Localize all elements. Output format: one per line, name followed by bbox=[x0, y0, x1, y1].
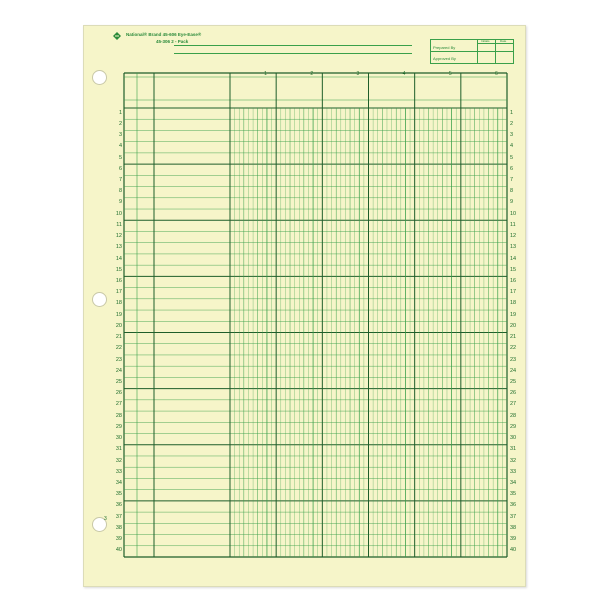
row-number-right: 3 bbox=[510, 132, 514, 139]
row-number-left: 34 bbox=[115, 480, 122, 487]
row-number-right: 37 bbox=[510, 513, 517, 520]
row-number-left: 12 bbox=[115, 233, 122, 240]
row-number-right: 1 bbox=[510, 109, 514, 116]
row-number-left: 16 bbox=[115, 277, 122, 284]
row-number-right: 27 bbox=[510, 401, 517, 408]
row-number-left: 38 bbox=[115, 524, 122, 531]
row-number-right: 17 bbox=[510, 289, 517, 296]
row-number-left: 7 bbox=[118, 176, 122, 183]
row-number-right: 13 bbox=[510, 244, 517, 251]
row-number-right: 11 bbox=[510, 221, 516, 228]
row-number-right: 2 bbox=[510, 120, 514, 127]
margin-mark: 3 bbox=[104, 516, 107, 522]
row-number-right: 19 bbox=[510, 311, 517, 318]
row-number-right: 26 bbox=[510, 390, 517, 397]
row-number-left: 11 bbox=[116, 221, 122, 228]
row-number-left: 2 bbox=[118, 120, 122, 127]
row-number-left: 24 bbox=[115, 367, 122, 374]
ledger-sheet bbox=[83, 25, 526, 587]
row-number-right: 10 bbox=[510, 210, 517, 217]
row-number-left: 31 bbox=[115, 446, 122, 453]
row-number-left: 27 bbox=[115, 401, 122, 408]
row-number-right: 33 bbox=[510, 468, 517, 475]
brand-subtitle: 45-306 2 - Pack bbox=[156, 39, 189, 44]
row-number-right: 39 bbox=[510, 536, 517, 543]
row-number-left: 9 bbox=[118, 199, 122, 206]
approved-by-label: Approved By bbox=[433, 56, 456, 61]
row-number-right: 5 bbox=[510, 154, 514, 161]
row-number-left: 28 bbox=[115, 412, 122, 419]
row-number-right: 30 bbox=[510, 435, 517, 442]
row-number-left: 33 bbox=[115, 468, 122, 475]
row-number-right: 31 bbox=[510, 446, 517, 453]
row-number-left: 4 bbox=[118, 143, 122, 150]
row-number-left: 20 bbox=[115, 322, 122, 329]
ledger-grid bbox=[84, 26, 525, 586]
initials-label: Initials bbox=[481, 39, 490, 43]
row-number-left: 39 bbox=[115, 536, 122, 543]
row-number-right: 32 bbox=[510, 457, 517, 464]
row-number-left: 40 bbox=[115, 547, 122, 554]
row-number-left: 14 bbox=[115, 255, 122, 262]
row-number-right: 7 bbox=[510, 176, 514, 183]
row-number-right: 4 bbox=[510, 143, 514, 150]
row-number-right: 28 bbox=[510, 412, 517, 419]
prepared-by-label: Prepared By bbox=[433, 45, 456, 50]
row-number-left: 26 bbox=[115, 390, 122, 397]
row-number-left: 29 bbox=[115, 423, 122, 430]
row-number-left: 6 bbox=[118, 165, 122, 172]
row-number-right: 16 bbox=[510, 277, 517, 284]
row-number-right: 35 bbox=[510, 491, 517, 498]
row-number-right: 25 bbox=[510, 379, 517, 385]
column-number: 1 bbox=[264, 71, 267, 77]
row-number-right: 22 bbox=[510, 345, 517, 352]
row-number-left: 10 bbox=[115, 210, 122, 217]
column-number: 6 bbox=[495, 71, 498, 77]
row-number-left: 13 bbox=[115, 244, 122, 251]
row-number-left: 15 bbox=[115, 266, 122, 273]
row-number-left: 36 bbox=[115, 502, 122, 509]
row-number-left: 8 bbox=[118, 188, 122, 195]
row-number-right: 12 bbox=[510, 233, 517, 240]
row-number-left: 1 bbox=[118, 109, 122, 116]
row-number-left: 37 bbox=[115, 513, 122, 520]
row-number-right: 8 bbox=[510, 188, 514, 195]
row-number-left: 17 bbox=[115, 289, 122, 296]
row-number-left: 3 bbox=[118, 132, 122, 139]
row-number-left: 18 bbox=[115, 300, 122, 307]
row-number-left: 25 bbox=[115, 379, 122, 385]
row-number-right: 24 bbox=[510, 367, 517, 374]
column-number: 4 bbox=[402, 71, 406, 77]
row-number-left: 22 bbox=[115, 345, 122, 352]
row-number-right: 40 bbox=[510, 547, 517, 554]
row-number-left: 5 bbox=[118, 154, 122, 161]
row-number-right: 18 bbox=[510, 300, 517, 307]
row-number-right: 15 bbox=[510, 266, 517, 273]
row-number-left: 23 bbox=[115, 356, 122, 363]
row-number-right: 20 bbox=[510, 322, 517, 329]
row-number-left: 21 bbox=[115, 334, 122, 341]
row-number-left: 19 bbox=[115, 311, 122, 318]
row-number-right: 38 bbox=[510, 524, 517, 531]
column-number: 3 bbox=[356, 71, 360, 77]
row-number-left: 32 bbox=[115, 457, 122, 464]
row-number-left: 30 bbox=[115, 435, 122, 442]
row-number-right: 21 bbox=[510, 334, 517, 341]
brand-title: National® Brand 45-606 Eye-Ease® bbox=[126, 32, 202, 37]
row-number-left: 35 bbox=[115, 491, 122, 498]
row-number-right: 14 bbox=[510, 255, 517, 262]
row-number-right: 29 bbox=[510, 423, 517, 430]
date-label: Date bbox=[500, 39, 507, 43]
row-number-right: 6 bbox=[510, 165, 514, 172]
column-number: 5 bbox=[448, 71, 452, 77]
column-number: 2 bbox=[310, 71, 314, 77]
row-number-right: 36 bbox=[510, 502, 517, 509]
row-number-right: 9 bbox=[510, 199, 514, 206]
row-number-right: 34 bbox=[510, 480, 517, 487]
row-number-right: 23 bbox=[510, 356, 517, 363]
